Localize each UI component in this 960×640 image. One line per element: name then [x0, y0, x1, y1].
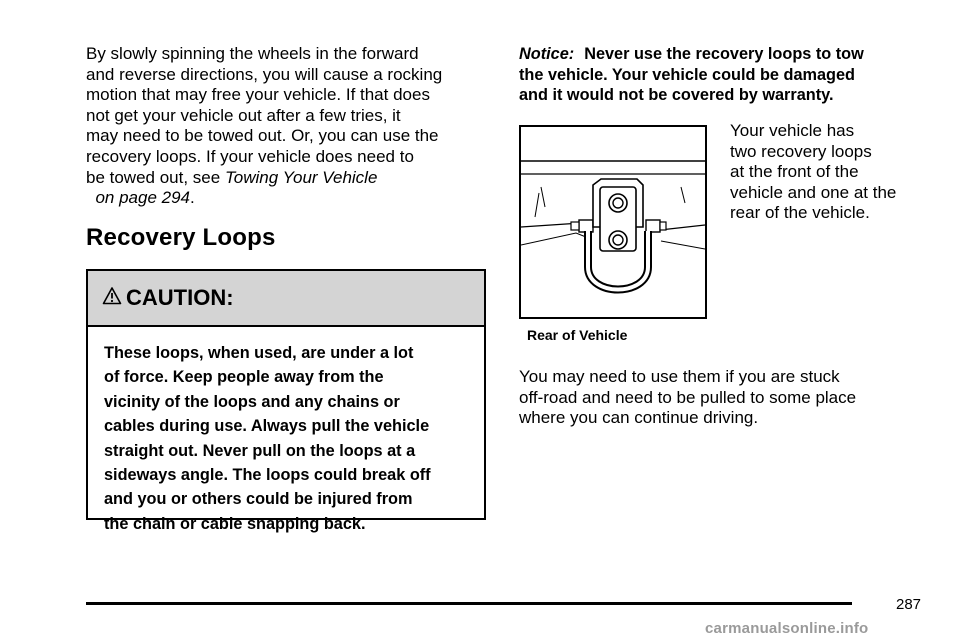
caution-title: CAUTION: — [126, 285, 234, 310]
section-heading: Recovery Loops — [86, 224, 276, 251]
notice-line: Never use the recovery loops to tow — [584, 45, 864, 63]
notice-line: and it would not be covered by warranty. — [519, 86, 834, 105]
intro-line: and reverse directions, you will cause a rocking — [86, 64, 443, 84]
footer-rule — [86, 602, 852, 605]
intro-line: may need to be towed out. Or, you can use the — [86, 126, 439, 146]
usage-paragraph — [519, 367, 856, 429]
side-text-line: rear of the vehicle. — [730, 203, 870, 223]
recovery-loop-illustration — [519, 125, 707, 319]
warning-triangle-icon — [102, 286, 122, 311]
intro-paragraph — [86, 44, 490, 209]
side-text-line: vehicle and one at the — [730, 182, 897, 202]
caution-line: vicinity of the loops and any chains or — [104, 392, 400, 411]
intro-line: recovery loops. If your vehicle does need to — [86, 146, 414, 166]
caution-line: of force. Keep people away from the — [104, 368, 384, 387]
caution-box — [86, 269, 486, 533]
figure-side-text — [730, 121, 896, 224]
notice-label: Notice: — [519, 45, 575, 63]
intro-line: not get your vehicle out after a few tries, it — [86, 105, 401, 125]
intro-line: By slowly spinning the wheels in the forward — [86, 44, 419, 63]
caution-line: cables during use. Always pull the vehicle — [104, 417, 430, 436]
caution-header — [88, 271, 484, 327]
watermark: carmanualsonline.info — [705, 620, 869, 637]
notice-paragraph — [519, 44, 919, 106]
towing-page-link[interactable]: on page 294 — [95, 188, 190, 208]
caution-line: straight out. Never pull on the loops at a — [104, 441, 416, 460]
usage-line: where you can continue driving. — [519, 408, 759, 428]
caution-body — [88, 327, 484, 536]
side-text-line: two recovery loops — [730, 141, 872, 161]
caution-line: sideways angle. The loops could break off — [104, 466, 431, 485]
caution-line: the chain or cable snapping back. — [104, 514, 366, 533]
usage-line: You may need to use them if you are stuck — [519, 367, 840, 386]
towing-link[interactable]: Towing Your Vehicle — [224, 167, 378, 187]
page-number: 287 — [896, 596, 922, 613]
side-text-line: at the front of the — [730, 162, 859, 182]
side-text-line: Your vehicle has — [730, 121, 855, 140]
intro-line: be towed out, see — [86, 167, 225, 187]
caution-line: These loops, when used, are under a lot — [104, 344, 414, 362]
intro-line: motion that may free your vehicle. If that does — [86, 85, 430, 105]
link-period: . — [190, 188, 195, 208]
usage-line: off-road and need to be pulled to some place — [519, 387, 857, 407]
notice-line: the vehicle. Your vehicle could be damaged — [519, 65, 855, 84]
caution-line: and you or others could be injured from — [104, 490, 413, 509]
figure-caption: Rear of Vehicle — [527, 327, 628, 343]
